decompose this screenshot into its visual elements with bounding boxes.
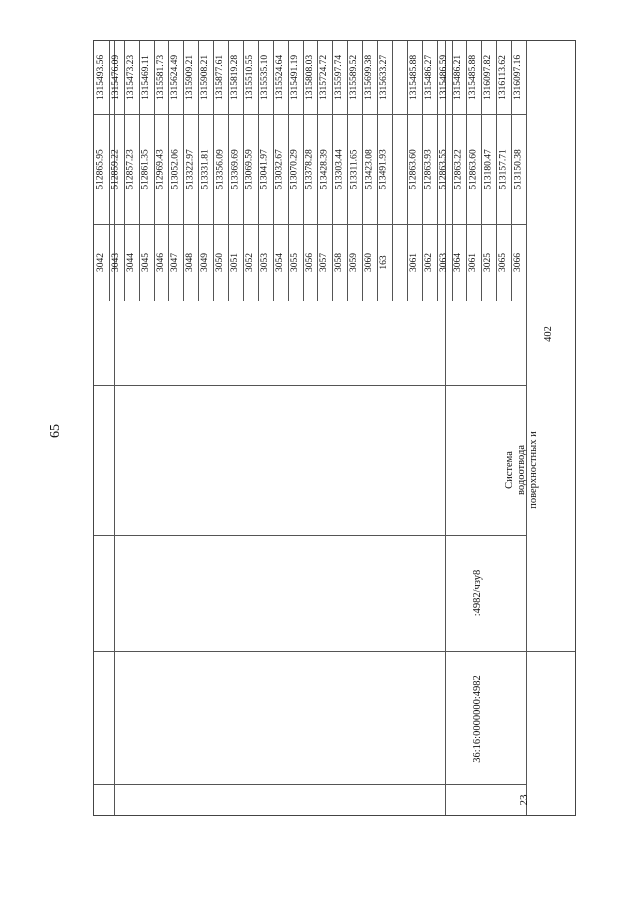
coordinate-x: 513311.65 [349,148,360,190]
coordinate-x: 512863.60 [408,148,419,190]
point-number: 3043 [110,252,121,272]
coordinate-y: 1315486.27 [423,54,434,101]
coordinate-y: 1315491.19 [289,54,300,101]
coordinate-x: 513150.38 [513,148,524,190]
point-number: 3060 [364,252,375,272]
coordinate-x: 513069.59 [244,148,255,190]
point-number: 3062 [423,252,434,272]
coordinate-y: 1315485.88 [408,54,419,101]
point-number: 3045 [140,252,151,272]
page-number: 65 [48,424,63,438]
coordinate-x [392,114,407,224]
coordinate-x: 512863.55 [438,148,449,190]
coordinates-table [93,40,576,816]
coordinate-x: 513428.39 [319,148,330,190]
coordinate-x: 513052.06 [170,148,181,190]
point-number: 3042 [96,252,107,272]
coordinate-x: 512969.43 [155,148,166,190]
point-number: 3066 [513,252,524,272]
point-number: 3056 [304,252,315,272]
row-number: 23 [518,794,530,806]
row-divider [94,784,526,785]
coordinate-x: 512857.23 [125,148,136,190]
coordinate-y: 1315699.38 [364,54,375,101]
coordinate-y: 1315581.73 [155,54,166,101]
coordinate-y: 1315485.88 [468,54,479,101]
blank-cell-marker [91,795,103,805]
coordinate-x: 512865.95 [96,148,107,190]
point-number: 3055 [289,252,300,272]
coordinate-x: 513070.29 [289,148,300,190]
coordinate-y: 1316097.16 [513,54,524,101]
point-number: 3047 [170,252,181,272]
point-number: 3058 [334,252,345,272]
coordinate-x: 513356.09 [215,148,226,190]
point-number: 3054 [274,252,285,272]
coordinate-y: 1315524.64 [274,54,285,101]
coordinate-y: 1315486.21 [453,54,464,101]
point-number: 3046 [155,252,166,272]
coordinate-y: 1315535.10 [259,54,270,101]
coordinate-y: 1315909.21 [185,54,196,101]
coordinate-x: 513303.44 [334,148,345,190]
coordinate-x: 513369.69 [230,148,241,190]
point-number: 3064 [453,252,464,272]
coordinate-y: 1315633.27 [379,54,390,101]
coordinate-y: 1315877.61 [215,54,226,101]
coordinate-x: 512859.22 [110,148,121,190]
cadastral-suffix: :4982/чзу8 [472,569,483,617]
object-name [504,425,544,515]
coordinate-x: 513423.08 [364,148,375,190]
coordinate-y: 1315493.56 [96,54,107,101]
row-divider [94,651,575,652]
point-number: 3051 [230,252,241,272]
coordinate-x: 512861.35 [140,148,151,190]
coordinate-x: 513331.81 [200,148,211,190]
coordinate-y: 1315808.03 [304,54,315,101]
coordinate-y: 1315510.55 [244,54,255,101]
coordinate-x: 512863.22 [453,148,464,190]
coordinate-y: 1315476.09 [110,54,121,101]
coordinate-x: 512863.93 [423,148,434,190]
point-number: 163 [379,255,390,270]
coordinate-x: 513180.47 [483,148,494,190]
point-number: 3048 [185,252,196,272]
point-number [392,224,407,301]
point-number: 3065 [498,252,509,272]
area-value: 402 [543,326,554,342]
point-number: 3044 [125,252,136,272]
point-number: 3052 [244,252,255,272]
row-divider [94,385,526,386]
cadastral-number: 36:16:0000000:4982 [472,675,483,763]
object-name-line: Система [504,451,515,489]
point-number: 3059 [349,252,360,272]
coordinate-y: 1315589.52 [349,54,360,101]
coordinate-y: 1316097.82 [483,54,494,101]
coordinate-y: 1315597.74 [334,54,345,101]
coordinate-y: 1315469.11 [140,55,151,100]
coordinate-x: 513032.67 [274,148,285,190]
point-number: 3053 [259,252,270,272]
point-number: 3061 [408,252,419,272]
coordinate-y: 1315624.49 [170,54,181,101]
coordinate-y: 1316113.62 [498,55,509,100]
point-number: 3057 [319,252,330,272]
coordinate-y [392,41,407,114]
coordinate-y: 1315724.72 [319,54,330,101]
coordinate-y: 1315473.23 [125,54,136,101]
coordinate-y: 1315486.59 [438,54,449,101]
object-name-line: водоотвода [516,445,527,495]
coordinate-x: 512863.60 [468,148,479,190]
coordinate-x: 513491.93 [379,148,390,190]
point-number: 3025 [483,252,494,272]
coordinate-y: 1315908.21 [200,54,211,101]
object-name-line: поверхностных и [528,431,539,509]
coordinate-x: 513157.71 [498,148,509,190]
point-number: 3061 [468,252,479,272]
coordinate-x: 513041.97 [259,148,270,190]
point-number: 3063 [438,252,449,272]
row-divider [94,535,526,536]
coordinate-y: 1315819.28 [230,54,241,101]
coordinate-x: 513322.97 [185,148,196,190]
point-number: 3050 [215,252,226,272]
point-number: 3049 [200,252,211,272]
coordinate-x: 513378.28 [304,148,315,190]
